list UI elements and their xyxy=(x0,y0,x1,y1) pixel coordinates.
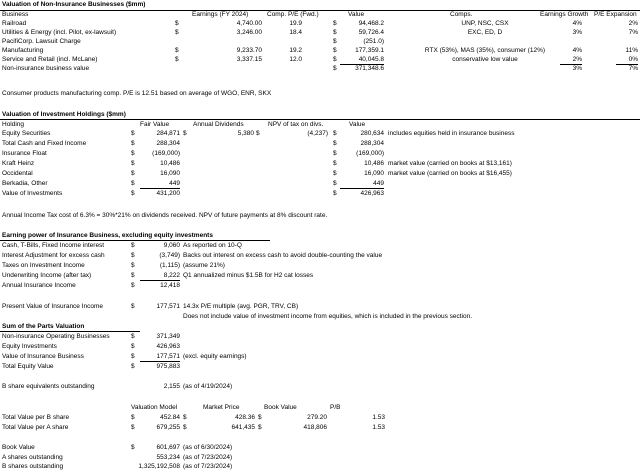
row-fair-value: 449 xyxy=(140,180,180,189)
row-pe-expansion: 7% xyxy=(628,65,638,72)
row-name: Manufacturing xyxy=(2,47,44,54)
row-currency: $ xyxy=(131,150,135,157)
b-share-equiv-note: (as of 4/19/2024) xyxy=(183,383,233,390)
row-fair-value: 431,200 xyxy=(156,190,180,197)
row-name: Equity Securities xyxy=(2,130,51,137)
row-value-currency: $ xyxy=(333,47,337,54)
row-currency: $ xyxy=(131,242,135,249)
row-currency: $ xyxy=(175,47,179,54)
row-note: (assume 21%) xyxy=(183,262,225,269)
row-earnings: 3,246.00 xyxy=(236,29,262,36)
row-currency: $ xyxy=(131,170,135,177)
row-name: Occidental xyxy=(2,170,33,177)
row-value: 280,634 xyxy=(360,130,384,137)
row-name: Berkadia, Other xyxy=(2,180,48,187)
row-growth: 4% xyxy=(572,20,582,27)
row-name: Cash, T-Bills, Fixed Income interest xyxy=(2,242,105,249)
row-name: Railroad xyxy=(2,20,27,27)
pv-insurance-value: 177,571 xyxy=(156,303,180,310)
row-fair-value: 16,090 xyxy=(160,170,180,177)
row-growth: 3% xyxy=(572,29,582,36)
row-name: Utilities & Energy (incl. Pilot, ex-lawsuit) xyxy=(2,29,117,36)
row-name: Total Value per B share xyxy=(2,414,70,421)
row-pb: 1.53 xyxy=(372,414,385,421)
row-currency: $ xyxy=(131,444,135,451)
row-value: 449 xyxy=(340,180,384,189)
row-value: 10,486 xyxy=(364,160,384,167)
non-insurance-title: Valuation of Non-Insurance Businesses ($mm) xyxy=(2,1,146,8)
row-currency: $ xyxy=(131,282,135,289)
row-fair-value: 288,304 xyxy=(156,140,180,147)
row-comps: RTX (53%), MAS (35%), consumer (12%) xyxy=(424,47,546,54)
row-currency: $ xyxy=(131,160,135,167)
row-value-currency: $ xyxy=(333,38,337,45)
row-name: Book Value xyxy=(2,444,35,451)
header-fair-value: Fair Value xyxy=(140,121,170,128)
row-currency: $ xyxy=(131,130,135,137)
row-note: Q1 annualized minus $1.5B for H2 cat losses xyxy=(183,272,314,279)
row-value-currency: $ xyxy=(333,150,337,157)
row-market-currency: $ xyxy=(183,424,187,431)
row-name: Total Equity Value xyxy=(2,363,54,370)
row-value: 371,349 xyxy=(156,333,180,340)
row-market-currency: $ xyxy=(183,414,187,421)
row-name: Value of Insurance Business xyxy=(2,353,84,360)
row-value: 16,090 xyxy=(364,170,384,177)
pv-insurance-label: Present Value of Insurance Income xyxy=(2,303,104,310)
header-inv-value: Value xyxy=(349,121,366,128)
tax-note: Annual Income Tax cost of 6.3% = 30%*21% on dividends received. NPV of future payments at 8% discount rate. xyxy=(2,212,328,219)
row-fair-value: 284,871 xyxy=(156,130,180,137)
row-npv: (4,237) xyxy=(307,130,328,137)
row-value-currency: $ xyxy=(333,170,337,177)
row-pe: 12.0 xyxy=(289,56,302,63)
row-value: 288,304 xyxy=(360,140,384,147)
investments-title: Valuation of Investment Holdings ($mm) xyxy=(2,111,126,118)
row-note: includes equities held in insurance business xyxy=(388,130,515,137)
row-value: 177,359.1 xyxy=(355,47,384,54)
row-currency: $ xyxy=(131,272,135,279)
row-model: 679,255 xyxy=(156,424,180,431)
row-npv-currency: $ xyxy=(256,130,260,137)
row-dividends: 5,380 xyxy=(237,130,254,137)
row-fair-value: 10,486 xyxy=(160,160,180,167)
row-note: (excl. equity earnings) xyxy=(183,353,247,360)
row-value-currency: $ xyxy=(333,65,337,72)
row-note: As reported on 10-Q xyxy=(183,242,242,249)
row-model: 452.84 xyxy=(160,414,180,421)
pv-insurance-currency: $ xyxy=(131,303,135,310)
row-comps: conservative low value xyxy=(452,56,518,63)
row-value: 1,325,192,508 xyxy=(138,463,180,470)
header-business: Business xyxy=(2,11,29,18)
row-value: 12,418 xyxy=(160,282,180,289)
row-pe: 18.4 xyxy=(289,29,302,36)
row-name: Total Cash and Fixed Income xyxy=(2,140,87,147)
row-earnings: 4,740.00 xyxy=(236,20,262,27)
row-name: A shares outstanding xyxy=(2,454,63,461)
row-currency: $ xyxy=(131,180,135,187)
row-note: market value (carried on books at $16,455) xyxy=(388,170,512,177)
row-book-currency: $ xyxy=(258,424,262,431)
row-name: Total Value per A share xyxy=(2,424,69,431)
earning-power-title: Earning power of Insurance Business, excluding equity investments xyxy=(2,232,213,239)
row-currency: $ xyxy=(131,343,135,350)
row-pe-expansion: 0% xyxy=(616,56,638,65)
row-name: Service and Retail (incl. McLane) xyxy=(2,56,98,63)
row-value: 59,726.4 xyxy=(358,29,384,36)
row-pb: 1.53 xyxy=(372,424,385,431)
row-value: 8,222 xyxy=(140,272,180,281)
row-currency: $ xyxy=(131,363,135,370)
row-name: Kraft Heinz xyxy=(2,160,35,167)
header-earnings: Earnings (FY 2024) xyxy=(192,11,249,18)
row-currency: $ xyxy=(175,56,179,63)
sum-parts-title: Sum of the Parts Valuation xyxy=(2,323,85,330)
b-share-equiv-value: 2,155 xyxy=(163,383,180,390)
pv-insurance-note: 14.3x P/E multiple (avg. PGR, TRV, CB) xyxy=(183,303,299,310)
row-pe-expansion: 2% xyxy=(628,20,638,27)
row-name: Insurance Float xyxy=(2,150,47,157)
header-pe-expansion: P/E Expansion xyxy=(594,11,637,18)
row-value-currency: $ xyxy=(333,140,337,147)
row-value-currency: $ xyxy=(333,20,337,27)
row-note: Backs out interest on excess cash to avoid double-counting the value xyxy=(183,252,383,259)
row-pe-expansion: 7% xyxy=(628,29,638,36)
row-value: (169,000) xyxy=(356,150,384,157)
header-earnings-growth: Earnings Growth xyxy=(540,11,589,18)
row-market: 428.36 xyxy=(235,414,255,421)
header-comps: Comps. xyxy=(450,11,473,18)
row-name: Interest Adjustment for excess cash xyxy=(2,252,105,259)
row-growth: 2% xyxy=(560,56,582,65)
row-currency: $ xyxy=(131,262,135,269)
row-div-currency: $ xyxy=(183,130,187,137)
row-value: 553,234 xyxy=(156,454,180,461)
row-name: Underwriting Income (after tax) xyxy=(2,272,92,279)
row-currency: $ xyxy=(175,20,179,27)
row-value: 40,045.8 xyxy=(340,56,384,65)
row-value: 371,348.6 xyxy=(355,65,384,72)
row-value: (251.0) xyxy=(363,38,384,45)
row-value: (3,749) xyxy=(159,252,180,259)
row-pe: 19.9 xyxy=(289,20,302,27)
row-name: Non-insurance business value xyxy=(2,65,90,72)
consumer-pe-note: Consumer products manufacturing comp. P/E is 12.51 based on average of WGO, ENR, SKX xyxy=(2,90,272,97)
row-note: (as of 6/30/2024) xyxy=(183,444,233,451)
row-pe-expansion: 11% xyxy=(625,47,638,54)
header-valuation-model: Valuation Model xyxy=(131,404,178,411)
row-currency: $ xyxy=(131,333,135,340)
row-currency: $ xyxy=(131,252,135,259)
row-book: 418,806 xyxy=(303,424,327,431)
row-book-currency: $ xyxy=(258,414,262,421)
row-note: (as of 7/23/2024) xyxy=(183,463,233,470)
header-pb: P/B xyxy=(330,404,341,411)
row-comps: EXC, ED, D xyxy=(467,29,503,36)
row-name: PacifiCorp. Lawsuit Charge xyxy=(2,38,81,45)
header-annual-dividends: Annual Dividends xyxy=(193,121,244,128)
row-book: 279.20 xyxy=(307,414,327,421)
row-note: (as of 7/23/2024) xyxy=(183,454,233,461)
row-market: 641,435 xyxy=(231,424,255,431)
row-name: Non-insurance Operating Businesses xyxy=(2,333,110,340)
row-value-currency: $ xyxy=(333,180,337,187)
row-value: 601,697 xyxy=(156,444,180,451)
row-note: market value (carried on books at $13,161) xyxy=(388,160,512,167)
row-value: (1,115) xyxy=(159,262,180,269)
row-name: Value of Investments xyxy=(2,190,63,197)
header-market-price: Market Price xyxy=(203,404,240,411)
row-value: 426,963 xyxy=(360,190,384,197)
pv-insurance-note-2: Does not include value of investment income from equities, which is included in the previous section. xyxy=(183,313,473,320)
row-currency: $ xyxy=(131,190,135,197)
row-pe: 19.2 xyxy=(289,47,302,54)
row-currency: $ xyxy=(131,353,135,360)
row-value: 177,571 xyxy=(140,353,180,362)
row-earnings: 3,337.15 xyxy=(236,56,262,63)
row-name: Annual Insurance Income xyxy=(2,282,76,289)
header-book-value: Book Value xyxy=(264,404,297,411)
row-name: Equity Investments xyxy=(2,343,57,350)
row-value-currency: $ xyxy=(333,56,337,63)
row-name: B shares outstanding xyxy=(2,463,64,470)
row-value: 9,060 xyxy=(163,242,180,249)
row-value-currency: $ xyxy=(333,160,337,167)
row-value: 975,883 xyxy=(156,363,180,370)
header-npv-tax: NPV of tax on divs. xyxy=(268,121,324,128)
row-growth: 3% xyxy=(572,65,582,72)
header-comp-pe: Comp. P/E (Fwd.) xyxy=(267,11,319,18)
row-fair-value: (169,000) xyxy=(152,150,180,157)
header-holding: Holding xyxy=(2,121,25,128)
row-value-currency: $ xyxy=(333,190,337,197)
row-earnings: 9,233.70 xyxy=(236,47,262,54)
row-currency: $ xyxy=(175,29,179,36)
row-value: 426,963 xyxy=(156,343,180,350)
row-comps: UNP, NSC, CSX xyxy=(461,20,509,27)
row-value: 94,468.2 xyxy=(358,20,384,27)
b-share-equiv-label: B share equivalents outstanding xyxy=(2,383,95,390)
row-value-currency: $ xyxy=(333,29,337,36)
row-currency: $ xyxy=(131,140,135,147)
row-currency: $ xyxy=(131,424,135,431)
row-currency: $ xyxy=(131,414,135,421)
row-name: Taxes on Investment Income xyxy=(2,262,85,269)
header-value: Value xyxy=(348,11,365,18)
row-growth: 4% xyxy=(572,47,582,54)
row-value-currency: $ xyxy=(333,130,337,137)
